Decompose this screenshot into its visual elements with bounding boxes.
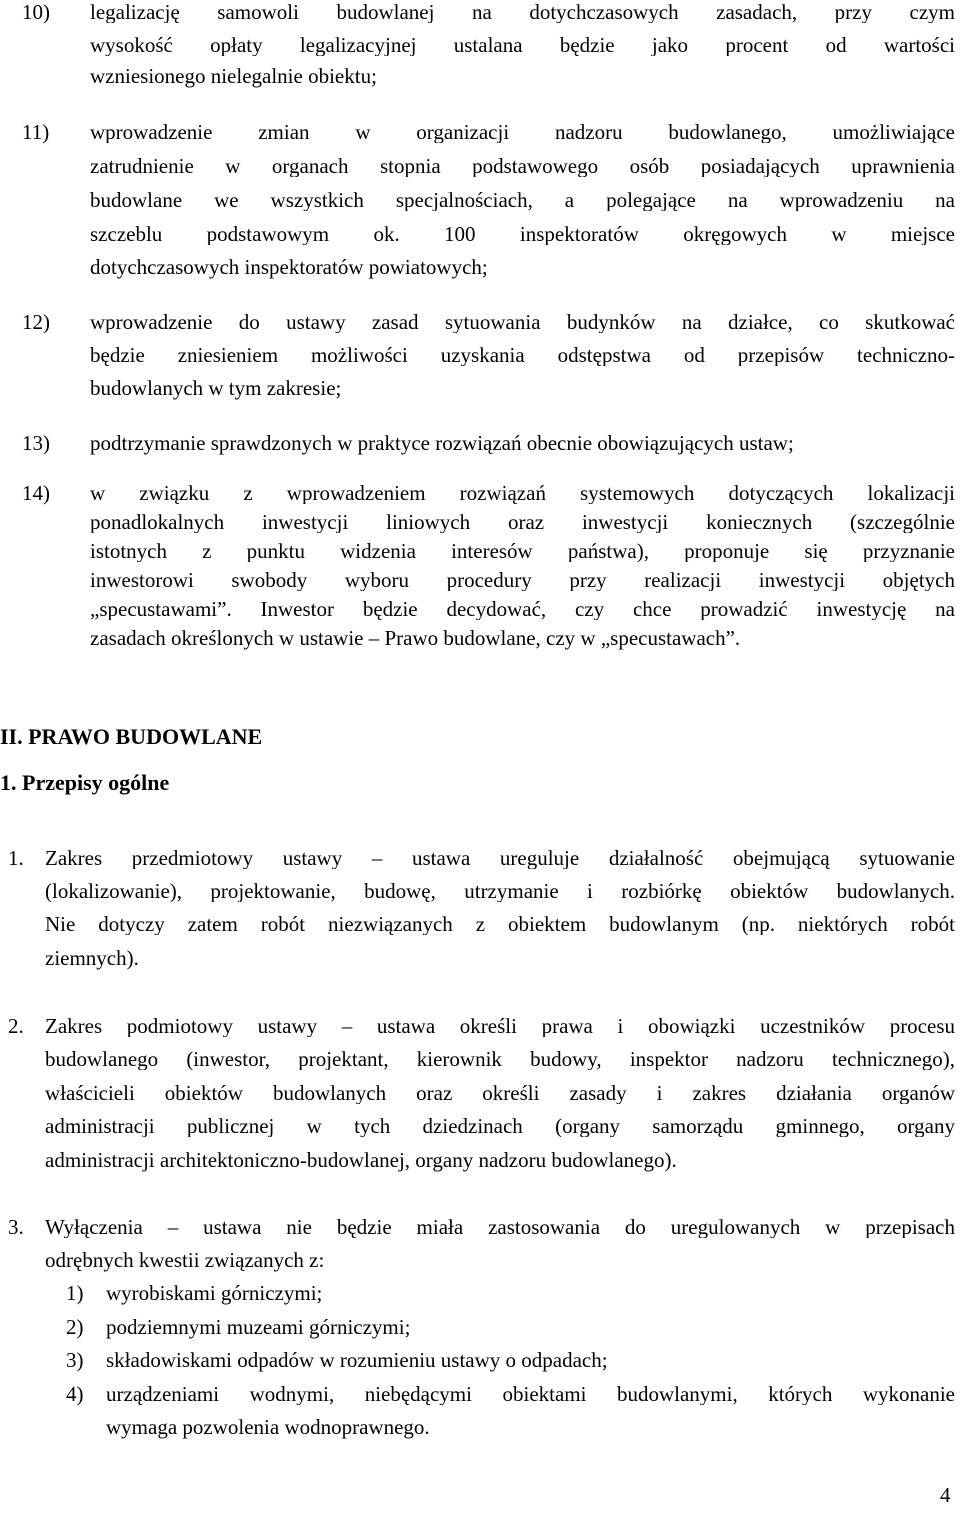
point-number: 2. (8, 1014, 24, 1038)
item-number: 11) (22, 120, 50, 144)
subitem-line: podziemnymi muzeami górniczymi; (106, 1315, 411, 1339)
point-1-line-1: Zakres przedmiotowy ustawy – ustawa ureguluje działalność obejmującą sytuowanie (45, 848, 955, 869)
point-1-line-2: (lokalizowanie), projektowanie, budowę, utrzymanie i rozbiórkę obiektów budowlanych. (45, 881, 955, 902)
item-12-line-2: będzie zniesieniem możliwości uzyskania odstępstwa od przepisów techniczno- (90, 345, 955, 366)
point-2-line-2: budowlanego (inwestor, projektant, kierownik budowy, inspektor nadzoru technicznego), (45, 1049, 955, 1070)
subitem-number: 4) (66, 1382, 84, 1406)
subitem-line: wymaga pozwolenia wodnoprawnego. (106, 1415, 430, 1439)
point-number: 1. (8, 846, 24, 870)
subitem-number: 1) (66, 1281, 84, 1305)
subitem-number: 3) (66, 1348, 84, 1372)
point-2-line-1: Zakres podmiotowy ustawy – ustawa określi prawa i obowiązki uczestników procesu (45, 1016, 955, 1037)
item-10-line-1: legalizację samowoli budowlanej na dotychczasowych zasadach, przy czym (90, 2, 955, 23)
item-11-line-2: zatrudnienie w organach stopnia podstawowego osób posiadających uprawnienia (90, 156, 955, 177)
subitem-number: 2) (66, 1315, 84, 1339)
point-1-line-3: Nie dotyczy zatem robót niezwiązanych z obiektem budowlanym (np. niektórych robót (45, 914, 955, 935)
item-14-line-1: w związku z wprowadzeniem rozwiązań systemowych dotyczących lokalizacji (90, 483, 955, 504)
point-2-line-5: administracji architektoniczno-budowlanej, organy nadzoru budowlanego). (45, 1148, 677, 1172)
point-1-line-4: ziemnych). (45, 946, 139, 970)
item-number: 13) (22, 431, 50, 455)
item-14-line-6: zasadach określonych w ustawie – Prawo budowlane, czy w „specustawach”. (90, 626, 741, 650)
item-10-line-2: wysokość opłaty legalizacyjnej ustalana będzie jako procent od wartości (90, 35, 955, 56)
item-12-line-1: wprowadzenie do ustawy zasad sytuowania budynków na działce, co skutkować (90, 312, 955, 333)
item-11-line-3: budowlane we wszystkich specjalnościach, a polegające na wprowadzeniu na (90, 190, 955, 211)
subitem-line: wyrobiskami górniczymi; (106, 1281, 323, 1305)
item-10-line-3: wzniesionego nielegalnie obiektu; (90, 64, 377, 88)
subitem-line: składowiskami odpadów w rozumieniu ustawy o odpadach; (106, 1348, 608, 1372)
item-number: 12) (22, 310, 50, 334)
item-14-line-5: „specustawami”. Inwestor będzie decydować, czy chce prowadzić inwestycję na (90, 599, 955, 620)
point-2-line-4: administracji publicznej w tych dziedzinach (organy samorządu gminnego, organy (45, 1116, 955, 1137)
point-3-line-1: Wyłączenia – ustawa nie będzie miała zastosowania do uregulowanych w przepisach (45, 1217, 955, 1238)
item-14-line-3: istotnych z punktu widzenia interesów państwa), proponuje się przyznanie (90, 541, 955, 562)
subsection-heading: 1. Przepisy ogólne (0, 770, 170, 795)
item-number: 10) (22, 0, 50, 24)
section-heading: II. PRAWO BUDOWLANE (0, 724, 263, 749)
page-number: 4 (940, 1483, 951, 1507)
item-number: 14) (22, 481, 50, 505)
item-11-line-1: wprowadzenie zmian w organizacji nadzoru budowlanego, umożliwiające (90, 122, 955, 143)
point-number: 3. (8, 1215, 24, 1239)
item-13-line-1: podtrzymanie sprawdzonych w praktyce rozwiązań obecnie obowiązujących ustaw; (90, 431, 794, 455)
item-14-line-4: inwestorowi swobody wyboru procedury przy realizacji inwestycji objętych (90, 570, 955, 591)
item-11-line-5: dotychczasowych inspektoratów powiatowych; (90, 255, 488, 279)
item-12-line-3: budowlanych w tym zakresie; (90, 376, 342, 400)
item-14-line-2: ponadlokalnych inwestycji liniowych oraz inwestycji koniecznych (szczególnie (90, 512, 955, 533)
point-3-line-2: odrębnych kwestii związanych z: (45, 1248, 325, 1272)
subitem-line: urządzeniami wodnymi, niebędącymi obiektami budowlanymi, których wykonanie (106, 1384, 955, 1405)
item-11-line-4: szczeblu podstawowym ok. 100 inspektoratów okręgowych w miejsce (90, 224, 955, 245)
point-2-line-3: właścicieli obiektów budowlanych oraz określi zasady i zakres działania organów (45, 1083, 955, 1104)
